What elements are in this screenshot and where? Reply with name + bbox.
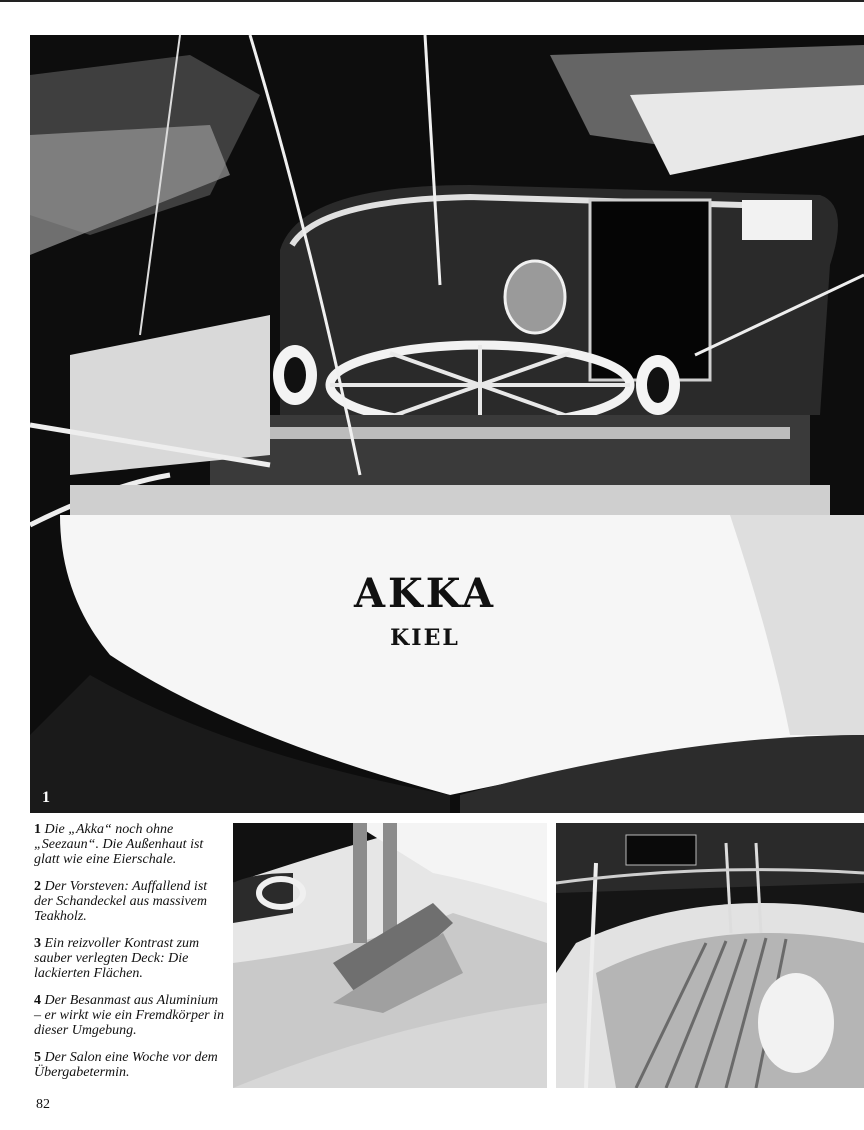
caption-text: Ein reizvoller Kontrast zum sauber verlegten Deck: Die lackierten Flächen.: [34, 936, 200, 981]
caption-2: [34, 879, 228, 924]
stern-name-text: AKKA: [354, 570, 496, 617]
caption-number: 4: [34, 993, 41, 1008]
caption-number: 1: [34, 822, 41, 837]
caption-text: Der Salon eine Woche vor dem Übergabetermin.: [34, 1050, 218, 1080]
caption-1: [34, 822, 228, 867]
page-number: 82: [36, 1097, 50, 1112]
photo-number: 1: [42, 789, 50, 806]
photo-stern: [30, 35, 864, 813]
caption-4: [34, 993, 228, 1038]
deck-photo-illustration: [556, 823, 864, 1088]
caption-text: Der Besanmast aus Aluminium – er wirkt wie ein Fremdkörper in dieser Umgebung.: [34, 993, 225, 1038]
bow-photo-illustration: [233, 823, 547, 1088]
caption-3: [34, 936, 228, 981]
caption-list: [34, 822, 228, 1092]
caption-number: 2: [34, 879, 41, 894]
caption-text: Die „Akka“ noch ohne „Seezaun“. Die Außenhaut ist glatt wie eine Eierschale.: [34, 822, 204, 867]
stern-photo-illustration: [30, 35, 864, 813]
caption-number: 3: [34, 936, 41, 951]
caption-number: 5: [34, 1050, 41, 1065]
caption-5: [34, 1050, 228, 1080]
photo-deck: [556, 823, 864, 1088]
stern-port-text: KIEL: [390, 625, 460, 651]
top-rule: [0, 0, 864, 2]
caption-text: Der Vorsteven: Auffallend ist der Schandeckel aus massivem Teakholz.: [34, 879, 208, 924]
photo-bow: [233, 823, 547, 1088]
